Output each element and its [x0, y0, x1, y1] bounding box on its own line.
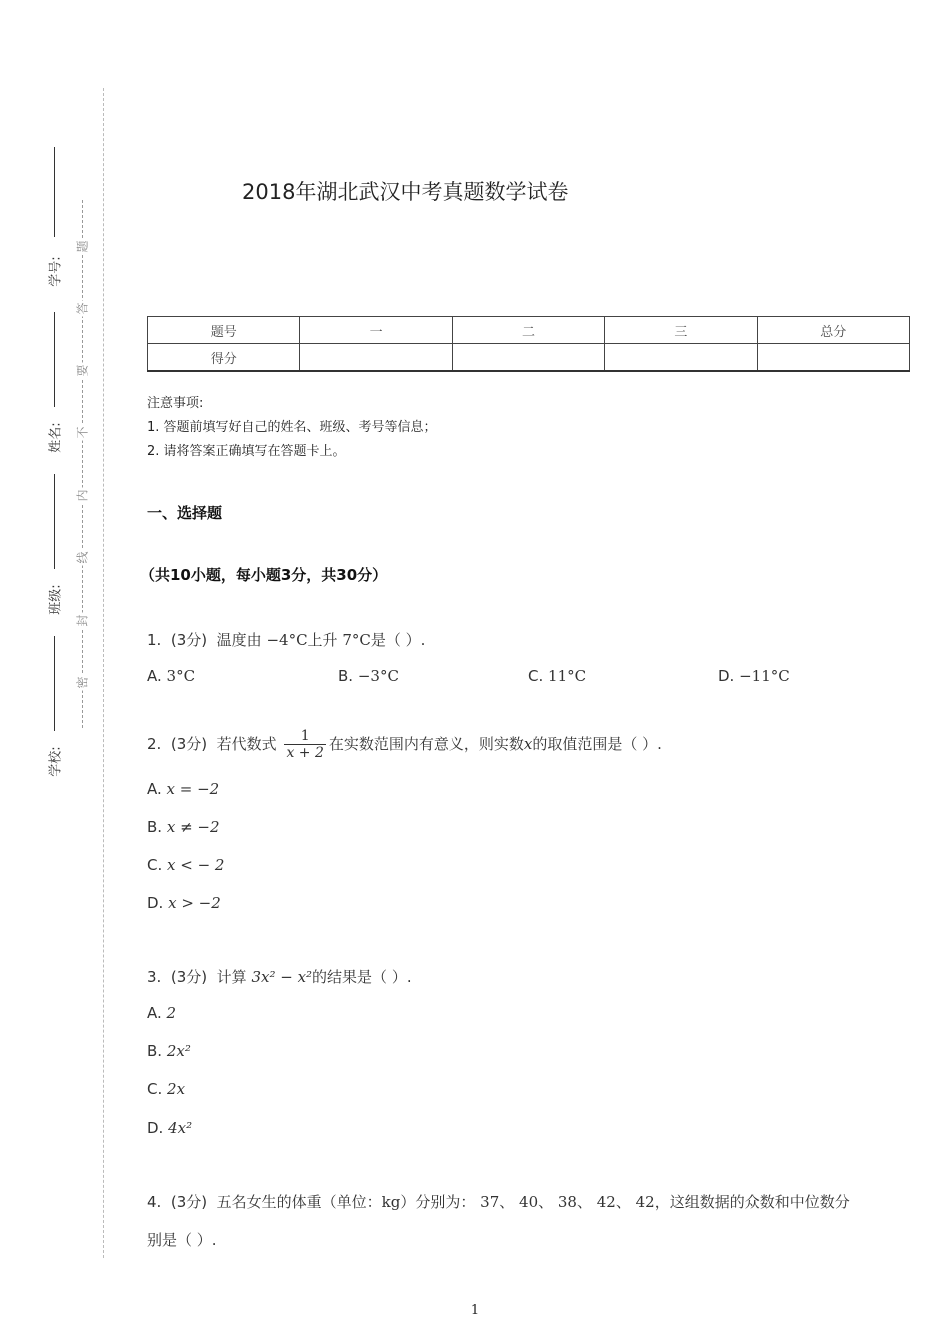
exam-title: 2018年湖北武汉中考真题数学试卷: [242, 180, 569, 204]
option-d[interactable]: [147, 894, 221, 912]
question-text: 温度由: [216, 631, 262, 649]
score-cell[interactable]: [300, 344, 452, 372]
seal-char: 密: [75, 676, 90, 689]
binding-line: [54, 636, 55, 731]
page-edge-dash-line: [103, 88, 104, 1258]
question-text: ，这组数据的众数和中位数分: [654, 1193, 850, 1211]
option-value: 11°C: [548, 667, 587, 685]
question-text: 若代数式: [216, 735, 277, 753]
binding-line: [54, 147, 55, 237]
section-subtitle: （共10小题，每小题3分，共30分）: [140, 566, 388, 584]
score-table: [147, 316, 910, 372]
binding-line: [54, 312, 55, 407]
score-table-score-row: [148, 344, 910, 372]
seal-char: 题: [75, 240, 90, 253]
field-label-class: 班级:: [48, 584, 64, 615]
question-score: (3分): [170, 735, 208, 753]
score-table-header-cell: 三: [605, 317, 757, 344]
question-4-continued: 别是（ ）.: [147, 1231, 217, 1249]
option-letter: D.: [718, 667, 735, 685]
option-a[interactable]: [147, 1004, 176, 1022]
question-text: 在实数范围内有意义，则实数: [328, 735, 524, 753]
option-value: 3°C: [166, 667, 196, 685]
option-letter: A.: [147, 1004, 162, 1022]
note-item: 1. 答题前填写好自己的姓名、班级、考号等信息；: [147, 420, 437, 435]
math-expression: 7°C: [342, 631, 371, 649]
field-label-student-id: 学号:: [48, 256, 64, 287]
binding-line: [54, 474, 55, 569]
seal-char: 不: [75, 426, 90, 439]
option-letter: C.: [528, 667, 544, 685]
score-row-label: 得分: [148, 344, 300, 372]
option-value: 2x²: [166, 1042, 191, 1060]
option-d[interactable]: [147, 1119, 192, 1137]
math-expression: −4°C: [266, 631, 308, 649]
question-score: (3分): [170, 1193, 208, 1211]
option-letter: C.: [147, 1080, 163, 1098]
question-number: 4.: [147, 1193, 162, 1211]
seal-char: 要: [75, 364, 90, 377]
question-text: ）分别为：: [400, 1193, 476, 1211]
score-table-header-cell: 一: [300, 317, 452, 344]
question-number: 2.: [147, 735, 162, 753]
option-value: −3°C: [357, 667, 399, 685]
question-text: 计算: [216, 968, 247, 986]
score-table-header-cell: 题号: [148, 317, 300, 344]
option-b[interactable]: [147, 1042, 191, 1060]
seal-char: 内: [75, 489, 90, 502]
option-letter: B.: [147, 1042, 163, 1060]
field-label-school: 学校:: [48, 746, 64, 777]
option-b[interactable]: [147, 818, 220, 836]
option-c[interactable]: [528, 667, 586, 685]
page-number: 1: [470, 1303, 480, 1318]
question-number: 1.: [147, 631, 162, 649]
score-table-header-row: [148, 317, 910, 344]
fraction-numerator: 1: [300, 728, 310, 744]
question-text: 的结果是（ ）.: [312, 968, 412, 986]
option-letter: D.: [147, 1119, 164, 1137]
option-letter: D.: [147, 894, 164, 912]
option-c[interactable]: [147, 856, 224, 874]
option-value: x = −2: [166, 780, 220, 798]
option-letter: B.: [147, 818, 163, 836]
seal-dash-line: [82, 200, 83, 728]
option-letter: C.: [147, 856, 163, 874]
score-cell[interactable]: [757, 344, 909, 372]
data-values: 37、 40、 38、 42、 42: [480, 1193, 655, 1211]
option-value: −11°C: [739, 667, 790, 685]
question-2: [147, 728, 662, 761]
seal-char: 答: [75, 302, 90, 315]
option-letter: A.: [147, 780, 162, 798]
option-d[interactable]: [718, 667, 790, 685]
math-expression: 3x² − x²: [251, 968, 313, 986]
fraction-denominator: x + 2: [286, 745, 324, 761]
option-letter: A.: [147, 667, 162, 685]
option-b[interactable]: [338, 667, 399, 685]
question-text: 的取值范围是（ ）.: [532, 735, 662, 753]
option-value: x ≠ −2: [166, 818, 220, 836]
question-text: 上升: [307, 631, 338, 649]
question-4: [147, 1191, 917, 1212]
option-letter: B.: [338, 667, 354, 685]
question-1: [147, 629, 425, 650]
seal-char: 线: [75, 551, 90, 564]
option-value: 2x: [167, 1080, 186, 1098]
fraction: [284, 728, 325, 761]
seal-char: 封: [75, 614, 90, 627]
option-a[interactable]: [147, 667, 195, 685]
question-text: 是（ ）.: [370, 631, 426, 649]
section-title: 一、选择题: [147, 504, 223, 522]
note-item: 2. 请将答案正确填写在答题卡上。: [147, 444, 346, 459]
math-unit: kg: [381, 1193, 401, 1211]
field-label-name: 姓名:: [48, 422, 64, 453]
question-score: (3分): [170, 968, 208, 986]
option-value: 2: [166, 1004, 177, 1022]
score-table-header-cell: 总分: [757, 317, 909, 344]
option-value: 4x²: [168, 1119, 193, 1137]
option-value: x > −2: [168, 894, 221, 912]
score-cell[interactable]: [605, 344, 757, 372]
question-number: 3.: [147, 968, 162, 986]
question-text: 五名女生的体重（单位：: [216, 1193, 382, 1211]
option-a[interactable]: [147, 780, 219, 798]
score-cell[interactable]: [452, 344, 604, 372]
question-3: [147, 966, 412, 987]
math-variable: x: [523, 735, 533, 753]
score-table-header-cell: 二: [452, 317, 604, 344]
question-score: (3分): [170, 631, 208, 649]
option-c[interactable]: [147, 1080, 185, 1098]
notes-heading: 注意事项:: [147, 396, 204, 411]
option-value: x < − 2: [167, 856, 225, 874]
